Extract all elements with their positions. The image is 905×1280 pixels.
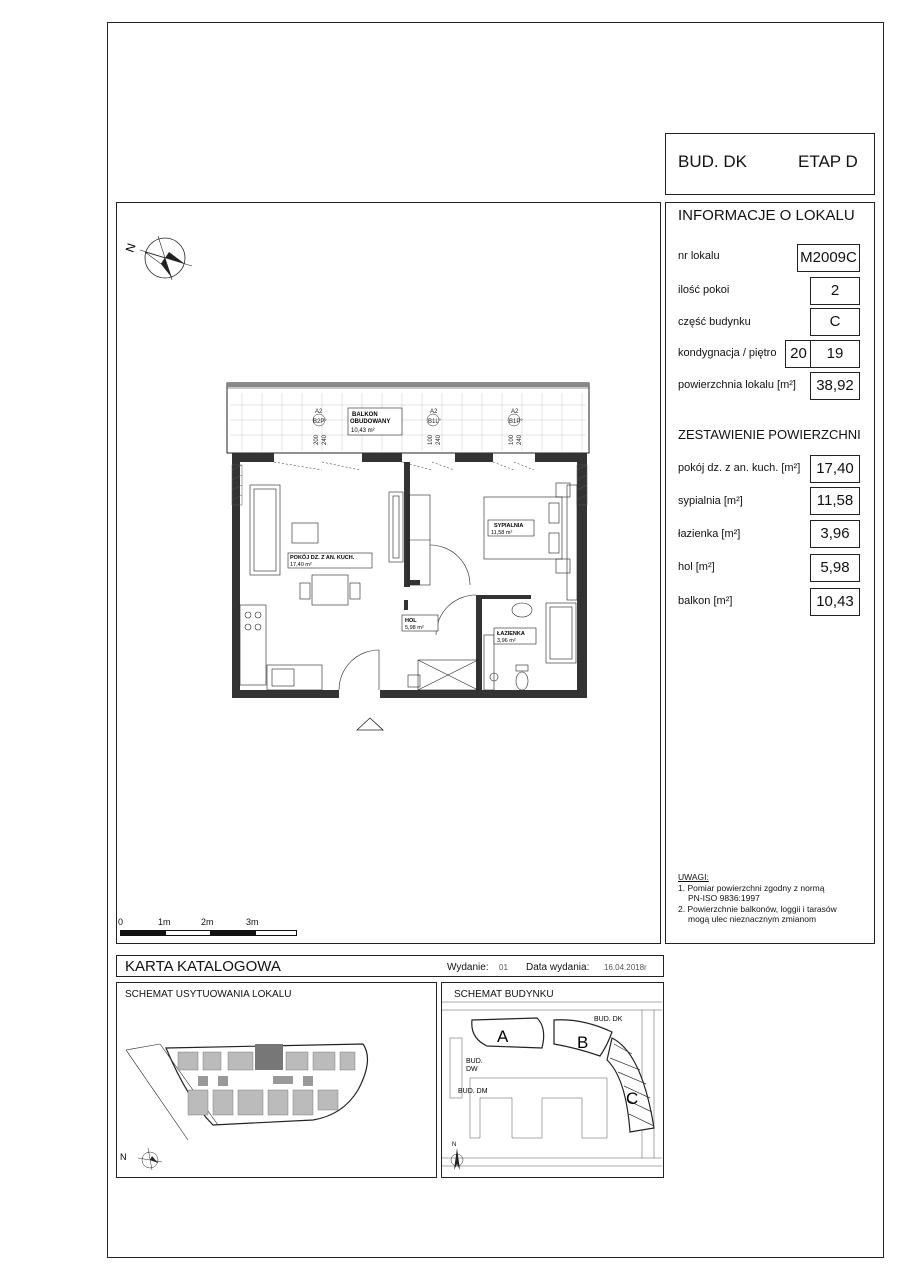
hall-furniture <box>408 495 478 690</box>
footer-title: KARTA KATALOGOWA <box>125 958 281 975</box>
label-bud-dk: BUD. DK <box>594 1016 623 1023</box>
window-code: B2P° <box>313 419 327 425</box>
label-bud-dw: BUD. <box>466 1058 483 1065</box>
building-c-shape <box>607 1038 654 1132</box>
living-room-area: 17,40 m² <box>290 562 312 568</box>
scale-label: 3m <box>246 917 259 927</box>
building-c-label: C <box>626 1089 639 1108</box>
scale-segment <box>120 930 167 936</box>
building-schema <box>442 998 664 1178</box>
area-value-bedroom: 11,58 <box>810 487 860 515</box>
bathroom-name: ŁAZIENKA <box>497 631 525 637</box>
schema-left-title: SCHEMAT USYTUOWANIA LOKALU <box>125 989 292 1000</box>
notes-line: PN-ISO 9836:1997 <box>688 893 760 903</box>
edition-label: Wydanie: <box>447 962 489 973</box>
window-dim: 240 <box>517 434 523 445</box>
window-dim: 100 <box>428 434 434 445</box>
date-label: Data wydania: <box>526 962 590 973</box>
compass-icon <box>120 228 200 288</box>
window-code: B1L° <box>428 419 442 425</box>
info-title: INFORMACJE O LOKALU <box>678 207 855 224</box>
highlight-unit <box>255 1044 283 1070</box>
area-value-bathroom: 3,96 <box>810 520 860 548</box>
living-room-name: POKÓJ DZ. Z AN. KUCH. <box>290 555 355 561</box>
area-value-balcony: 10,43 <box>810 588 860 616</box>
bedroom-area: 11,58 m² <box>491 530 513 536</box>
hall-name: HOL <box>405 618 417 624</box>
info-value-level: 20 <box>785 340 811 368</box>
info-label-floor: kondygnacja / piętro <box>678 347 777 359</box>
scale-label: 0 <box>118 917 124 927</box>
notes <box>678 872 837 925</box>
bedroom-name: SYPIALNIA <box>494 523 524 529</box>
window-dim: 100 <box>509 434 515 445</box>
scale-label: 2m <box>201 917 214 927</box>
scale-label: 1m <box>158 917 171 927</box>
stage-label: ETAP D <box>798 152 858 171</box>
info-value-nr: M2009C <box>797 244 860 272</box>
window-top-label: A2 <box>511 409 519 415</box>
balcony-area: 10,43 m² <box>351 428 375 434</box>
areas-title: ZESTAWIENIE POWIERZCHNI <box>678 427 861 442</box>
window-top-label: A2 <box>315 409 323 415</box>
info-value-floor: 19 <box>810 340 860 368</box>
building-label: BUD. DK <box>678 152 747 171</box>
area-label-hall: hol [m²] <box>678 561 715 573</box>
window-dim: 200 <box>314 434 320 445</box>
label-bud-dm: BUD. DM <box>458 1088 488 1095</box>
notes-title: UWAGI: <box>678 872 709 882</box>
scale-segment <box>210 930 257 936</box>
bathroom-furniture <box>484 603 576 690</box>
window-top-label: A2 <box>430 409 438 415</box>
footer-title-box <box>116 955 664 977</box>
scale-bar <box>118 917 298 939</box>
bathroom-area: 3,96 m² <box>497 638 516 644</box>
edition-value: 01 <box>499 963 508 972</box>
area-label-bathroom: łazienka [m²] <box>678 528 741 540</box>
walls <box>232 453 587 698</box>
hall-area: 5,98 m² <box>405 625 424 631</box>
window-code: B1P° <box>509 419 523 425</box>
small-compass-n: N <box>120 1152 127 1162</box>
info-label-area: powierzchnia lokalu [m²] <box>678 379 796 391</box>
balcony-grid <box>230 393 586 451</box>
scale-segment <box>255 930 297 936</box>
area-label-living: pokój dz. z an. kuch. [m²] <box>678 462 801 474</box>
entrance-arrow-icon <box>357 718 383 730</box>
notes-line: mogą ulec nieznacznym zmianom <box>688 914 817 924</box>
area-value-hall: 5,98 <box>810 554 860 582</box>
label-bud-dw2: DW <box>466 1066 478 1073</box>
info-label-rooms: ilość pokoi <box>678 284 730 296</box>
notes-line: 2. Powierzchnie balkonów, loggii i tarasów <box>678 903 837 914</box>
bedroom-furniture <box>484 483 577 600</box>
schema-right-title: SCHEMAT BUDYNKU <box>454 989 554 1000</box>
living-furniture <box>240 485 403 690</box>
window-dim: 240 <box>322 434 328 445</box>
date-value: 16.04.2018r <box>604 963 647 972</box>
building-b-label: B <box>577 1033 589 1052</box>
info-label-part: część budynku <box>678 316 751 328</box>
building-a-label: A <box>497 1027 509 1046</box>
info-value-area: 38,92 <box>810 372 860 400</box>
window-dim: 240 <box>436 434 442 445</box>
area-label-balcony: balkon [m²] <box>678 595 733 607</box>
info-value-rooms: 2 <box>810 277 860 305</box>
small-compass-icon <box>138 1148 162 1170</box>
info-label-nr: nr lokalu <box>678 250 720 262</box>
floor-plan <box>222 375 592 745</box>
balcony-name2: OBUDOWANY <box>350 419 391 425</box>
scale-segment <box>165 930 212 936</box>
notes-line: 1. Pomiar powierzchni zgodny z normą <box>678 882 825 893</box>
location-schema <box>118 1030 378 1170</box>
info-value-part: C <box>810 308 860 336</box>
compass-n-label: N <box>122 241 139 255</box>
north-arrow-label: N <box>452 1142 457 1148</box>
balcony-name: BALKON <box>352 412 378 418</box>
area-value-living: 17,40 <box>810 455 860 483</box>
area-label-bedroom: sypialnia [m²] <box>678 495 743 507</box>
header-box <box>665 133 875 195</box>
